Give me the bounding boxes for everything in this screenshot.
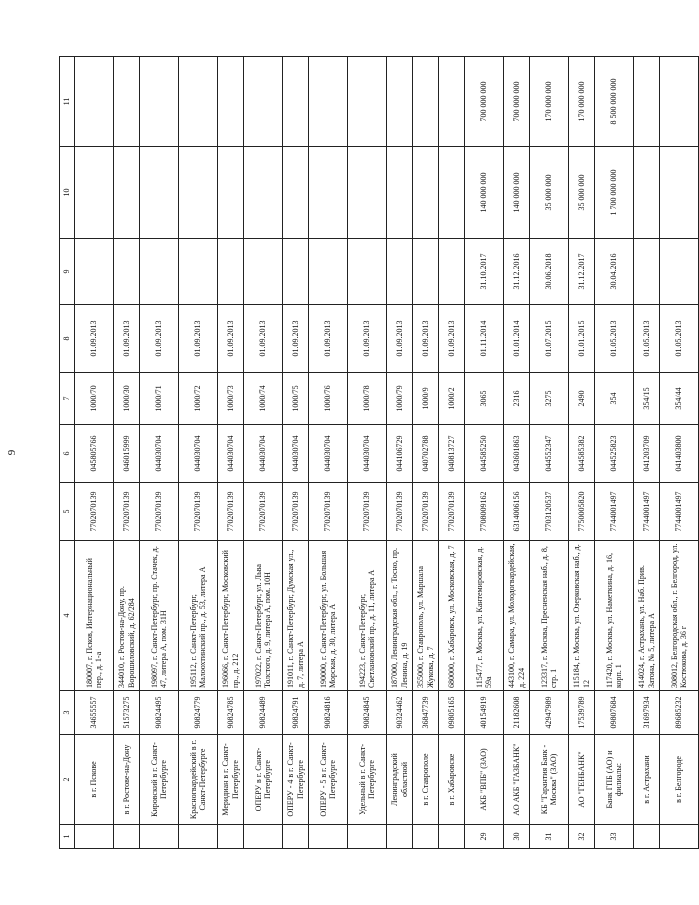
- end-date: [179, 239, 218, 305]
- end-date: 31.12.2017: [569, 239, 595, 305]
- start-date: 01.09.2013: [309, 305, 348, 373]
- amount-limit: 1 700 000 000: [595, 147, 634, 239]
- total-limit: [309, 57, 348, 147]
- column-number: 5: [60, 483, 75, 541]
- bik-code: 044030704: [309, 425, 348, 483]
- okpo-code: 09805165: [439, 691, 465, 735]
- column-number: 3: [60, 691, 75, 735]
- bank-name: КБ "Гарантия Банк - Москва" (ЗАО): [530, 735, 569, 825]
- table-row: [75, 57, 114, 849]
- address: 196066, г. Санкт-Петербург, Московский пр., д. 212: [218, 541, 244, 691]
- end-date: 31.10.2017: [465, 239, 504, 305]
- bank-name: в г. Ростове-на-Дону: [114, 735, 140, 825]
- total-limit: [348, 57, 387, 147]
- address: 115477, г. Москва, ул. Кантемировская, д. 59а: [465, 541, 504, 691]
- row-number: 31: [530, 825, 569, 849]
- table-row: [465, 57, 504, 849]
- end-date: [283, 239, 309, 305]
- okpo-code: 51573275: [114, 691, 140, 735]
- inn-code: 7702070139: [244, 483, 283, 541]
- amount-limit: [218, 147, 244, 239]
- bank-name: АО "ГЕНБАНК": [569, 735, 595, 825]
- amount-limit: [634, 147, 660, 239]
- total-limit: 170 000 000: [569, 57, 595, 147]
- amount-limit: 140 000 000: [465, 147, 504, 239]
- registration-number: 2490: [569, 373, 595, 425]
- okpo-code: 90824489: [244, 691, 283, 735]
- end-date: [634, 239, 660, 305]
- okpo-code: 36847739: [413, 691, 439, 735]
- bik-code: 044106729: [387, 425, 413, 483]
- inn-code: 7702070139: [387, 483, 413, 541]
- row-number: [309, 825, 348, 849]
- table-row: [530, 57, 569, 849]
- bik-code: 044030704: [140, 425, 179, 483]
- start-date: 01.09.2013: [439, 305, 465, 373]
- total-limit: [439, 57, 465, 147]
- row-number: 32: [569, 825, 595, 849]
- row-number: [387, 825, 413, 849]
- amount-limit: 35 000 000: [569, 147, 595, 239]
- okpo-code: 90324462: [387, 691, 413, 735]
- registration-number: 1000/79: [387, 373, 413, 425]
- bank-name: Ленинградский областной: [387, 735, 413, 825]
- start-date: 01.09.2013: [75, 305, 114, 373]
- bank-name: в г. Белгороде: [660, 735, 699, 825]
- address: 344010, г. Ростов-на-Дону, пр. Ворошиловский, д. 62/284: [114, 541, 140, 691]
- column-number: 6: [60, 425, 75, 483]
- table-row: [504, 57, 530, 849]
- table-row: [218, 57, 244, 849]
- registration-number: 354/44: [660, 373, 699, 425]
- bank-name: ОПЕРУ в г. Санкт-Петербурге: [244, 735, 283, 825]
- start-date: 01.07.2015: [530, 305, 569, 373]
- bank-name: Удельный в г. Санкт-Петербурге: [348, 735, 387, 825]
- inn-code: 7702070139: [218, 483, 244, 541]
- address: 180007, г. Псков, Интернациональный пер., д. 1-а: [75, 541, 114, 691]
- row-number: 29: [465, 825, 504, 849]
- start-date: 01.01.2014: [504, 305, 530, 373]
- okpo-code: 90824785: [218, 691, 244, 735]
- registration-number: 1000/75: [283, 373, 309, 425]
- registration-number: 1000/73: [218, 373, 244, 425]
- bank-name: АКБ "ВПБ" (ЗАО): [465, 735, 504, 825]
- bik-code: 044030704: [218, 425, 244, 483]
- end-date: 30.06.2018: [530, 239, 569, 305]
- column-number-row: [60, 57, 75, 849]
- address: 115184, г. Москва, ул. Озерковская наб., д. 12: [569, 541, 595, 691]
- amount-limit: 35 000 000: [530, 147, 569, 239]
- address: 190000, г. Санкт-Петербург, ул. Большая Морская, д. 30, литера А: [309, 541, 348, 691]
- inn-code: 7702070139: [413, 483, 439, 541]
- amount-limit: 140 000 000: [504, 147, 530, 239]
- end-date: [140, 239, 179, 305]
- address: 191011, г. Санкт-Петербург, Думская ул., д. 7, литера А: [283, 541, 309, 691]
- amount-limit: [283, 147, 309, 239]
- total-limit: [660, 57, 699, 147]
- column-number: 2: [60, 735, 75, 825]
- row-number: 30: [504, 825, 530, 849]
- end-date: [114, 239, 140, 305]
- row-number: [348, 825, 387, 849]
- start-date: 01.11.2014: [465, 305, 504, 373]
- registration-number: 1000/2: [439, 373, 465, 425]
- amount-limit: [387, 147, 413, 239]
- row-number: [114, 825, 140, 849]
- inn-code: 7750005820: [569, 483, 595, 541]
- end-date: [309, 239, 348, 305]
- bank-name: Кировский в г. Санкт-Петербурге: [140, 735, 179, 825]
- start-date: 01.09.2013: [387, 305, 413, 373]
- table-row: [569, 57, 595, 849]
- table-row: [595, 57, 634, 849]
- total-limit: [140, 57, 179, 147]
- start-date: 01.09.2013: [114, 305, 140, 373]
- column-number: 1: [60, 825, 75, 849]
- registration-number: 354: [595, 373, 634, 425]
- address: 198097, г. Санкт-Петербург, пр. Стачек, д. 47, литера А, пом. 31Н: [140, 541, 179, 691]
- start-date: 01.09.2013: [413, 305, 439, 373]
- bik-code: 044030704: [179, 425, 218, 483]
- end-date: [660, 239, 699, 305]
- okpo-code: 40154919: [465, 691, 504, 735]
- okpo-code: 90824845: [348, 691, 387, 735]
- okpo-code: 31697934: [634, 691, 660, 735]
- inn-code: 7702070139: [114, 483, 140, 541]
- okpo-code: 90824816: [309, 691, 348, 735]
- total-limit: [179, 57, 218, 147]
- okpo-code: 17539789: [569, 691, 595, 735]
- row-number: [75, 825, 114, 849]
- bank-name: ОПЕРУ - 4 в г. Санкт-Петербурге: [283, 735, 309, 825]
- bank-name: АО АКБ "ГАЗБАНК": [504, 735, 530, 825]
- inn-code: 7702070139: [439, 483, 465, 541]
- inn-code: 7744001497: [634, 483, 660, 541]
- column-number: 8: [60, 305, 75, 373]
- total-limit: [218, 57, 244, 147]
- amount-limit: [244, 147, 283, 239]
- registration-number: 2316: [504, 373, 530, 425]
- amount-limit: [660, 147, 699, 239]
- table-row: [413, 57, 439, 849]
- address: 117420, г. Москва, ул. Наметкина, д. 16, корп. 1: [595, 541, 634, 691]
- bank-name: в г. Пскове: [75, 735, 114, 825]
- column-number: 10: [60, 147, 75, 239]
- table-row: [387, 57, 413, 849]
- end-date: 31.12.2016: [504, 239, 530, 305]
- row-number: [218, 825, 244, 849]
- row-number: [179, 825, 218, 849]
- okpo-code: 34655557: [75, 691, 114, 735]
- address: 187000, Ленинградская обл., г. Тосно, пр. Ленина, д. 19: [387, 541, 413, 691]
- address: 414024, г. Астрахань, ул. Наб. Прив. Затона, № 5, литера А: [634, 541, 660, 691]
- address: 197022, г. Санкт-Петербург, ул. Льва Толстого, д. 9, литера А, пом. 10Н: [244, 541, 283, 691]
- row-number: [634, 825, 660, 849]
- column-number: 11: [60, 57, 75, 147]
- total-limit: [75, 57, 114, 147]
- bik-code: 040702788: [413, 425, 439, 483]
- bank-name: Красногвардейский в г. Санкт-Петербурге: [179, 735, 218, 825]
- start-date: 01.09.2013: [218, 305, 244, 373]
- registration-number: 1000/78: [348, 373, 387, 425]
- table-row: [140, 57, 179, 849]
- row-number: [140, 825, 179, 849]
- column-number: 7: [60, 373, 75, 425]
- address: 195112, г. Санкт-Петербург, Малоохтинский пр., д. 53, литера А: [179, 541, 218, 691]
- inn-code: 7702070139: [75, 483, 114, 541]
- bik-code: 043601863: [504, 425, 530, 483]
- bank-name: в г. Астрахани: [634, 735, 660, 825]
- bank-name: ОПЕРУ - 5 в г. Санкт-Петербурге: [309, 735, 348, 825]
- bank-name: Банк ГПБ (АО) и филиалы:: [595, 735, 634, 825]
- registration-number: 1000/9: [413, 373, 439, 425]
- bank-name: в г. Ставрополе: [413, 735, 439, 825]
- bik-code: 041403800: [660, 425, 699, 483]
- registration-number: 1000/76: [309, 373, 348, 425]
- start-date: 01.09.2013: [283, 305, 309, 373]
- row-number: [413, 825, 439, 849]
- total-limit: 170 000 000: [530, 57, 569, 147]
- row-number: [660, 825, 699, 849]
- amount-limit: [140, 147, 179, 239]
- registration-number: 1000/72: [179, 373, 218, 425]
- end-date: [348, 239, 387, 305]
- inn-code: 7702070139: [283, 483, 309, 541]
- registration-number: 1000/70: [75, 373, 114, 425]
- total-limit: [634, 57, 660, 147]
- address: 443100, г. Самара, ул. Молодогвардейская, д. 224: [504, 541, 530, 691]
- registration-number: 1000/71: [140, 373, 179, 425]
- registration-number: 1000/74: [244, 373, 283, 425]
- column-number: 4: [60, 541, 75, 691]
- bik-code: 044525823: [595, 425, 634, 483]
- amount-limit: [439, 147, 465, 239]
- bank-name: Меридиан в г. Санкт-Петербурге: [218, 735, 244, 825]
- inn-code: 7744001497: [660, 483, 699, 541]
- registration-number: 3065: [465, 373, 504, 425]
- row-number: [439, 825, 465, 849]
- okpo-code: 42947989: [530, 691, 569, 735]
- bik-code: 041203709: [634, 425, 660, 483]
- inn-code: 7702070139: [140, 483, 179, 541]
- bik-code: 044552347: [530, 425, 569, 483]
- amount-limit: [75, 147, 114, 239]
- end-date: [413, 239, 439, 305]
- total-limit: 700 000 000: [465, 57, 504, 147]
- end-date: [439, 239, 465, 305]
- bik-code: 044585382: [569, 425, 595, 483]
- table-row: [283, 57, 309, 849]
- inn-code: 7702070139: [348, 483, 387, 541]
- table-row: [244, 57, 283, 849]
- bik-code: 044030704: [283, 425, 309, 483]
- address: 308012, Белгородская обл., г. Белгород, ул. Костюкова, д. 36 г: [660, 541, 699, 691]
- table-row: [439, 57, 465, 849]
- registration-number: 3275: [530, 373, 569, 425]
- registration-number: 1000/30: [114, 373, 140, 425]
- start-date: 01.05.2013: [634, 305, 660, 373]
- bik-code: 040813727: [439, 425, 465, 483]
- table-row: [309, 57, 348, 849]
- total-limit: 700 000 000: [504, 57, 530, 147]
- registry-table: [59, 56, 699, 849]
- page-number: 9: [6, 449, 18, 456]
- address: 123317, г. Москва, Пресненская наб., д. 8, стр. 1: [530, 541, 569, 691]
- bik-code: 044030704: [348, 425, 387, 483]
- okpo-code: 90824779: [179, 691, 218, 735]
- row-number: [244, 825, 283, 849]
- total-limit: [244, 57, 283, 147]
- start-date: 01.05.2013: [660, 305, 699, 373]
- bik-code: 046015999: [114, 425, 140, 483]
- bik-code: 044585250: [465, 425, 504, 483]
- start-date: 01.01.2015: [569, 305, 595, 373]
- registration-number: 354/15: [634, 373, 660, 425]
- address: 355000, г. Ставрополь, ул. Маршала Жукова, д. 7: [413, 541, 439, 691]
- inn-code: 7702070139: [309, 483, 348, 541]
- okpo-code: 21182608: [504, 691, 530, 735]
- table-row: [114, 57, 140, 849]
- address: 680000, г. Хабаровск, ул. Московская, д. 7: [439, 541, 465, 691]
- start-date: 01.09.2013: [244, 305, 283, 373]
- table-row: [179, 57, 218, 849]
- amount-limit: [413, 147, 439, 239]
- bik-code: 045805766: [75, 425, 114, 483]
- total-limit: [413, 57, 439, 147]
- okpo-code: 09807684: [595, 691, 634, 735]
- bik-code: 044030704: [244, 425, 283, 483]
- end-date: [387, 239, 413, 305]
- bank-name: в г. Хабаровске: [439, 735, 465, 825]
- okpo-code: 90824791: [283, 691, 309, 735]
- inn-code: 7744001497: [595, 483, 634, 541]
- amount-limit: [114, 147, 140, 239]
- inn-code: 7703120537: [530, 483, 569, 541]
- inn-code: 7702070139: [179, 483, 218, 541]
- start-date: 01.09.2013: [348, 305, 387, 373]
- amount-limit: [309, 147, 348, 239]
- row-number: 33: [595, 825, 634, 849]
- amount-limit: [179, 147, 218, 239]
- start-date: 01.05.2013: [595, 305, 634, 373]
- column-number: 9: [60, 239, 75, 305]
- inn-code: 6314006156: [504, 483, 530, 541]
- table-row: [660, 57, 699, 849]
- start-date: 01.09.2013: [140, 305, 179, 373]
- amount-limit: [348, 147, 387, 239]
- row-number: [283, 825, 309, 849]
- total-limit: 8 500 000 000: [595, 57, 634, 147]
- table-row: [634, 57, 660, 849]
- total-limit: [114, 57, 140, 147]
- total-limit: [283, 57, 309, 147]
- address: 194223, г. Санкт-Петербург, Светлановский пр., д. 11, литера А: [348, 541, 387, 691]
- okpo-code: 89685232: [660, 691, 699, 735]
- end-date: [218, 239, 244, 305]
- inn-code: 7708009162: [465, 483, 504, 541]
- start-date: 01.09.2013: [179, 305, 218, 373]
- end-date: [244, 239, 283, 305]
- table-row: [348, 57, 387, 849]
- end-date: [75, 239, 114, 305]
- total-limit: [387, 57, 413, 147]
- okpo-code: 90824495: [140, 691, 179, 735]
- end-date: 30.04.2016: [595, 239, 634, 305]
